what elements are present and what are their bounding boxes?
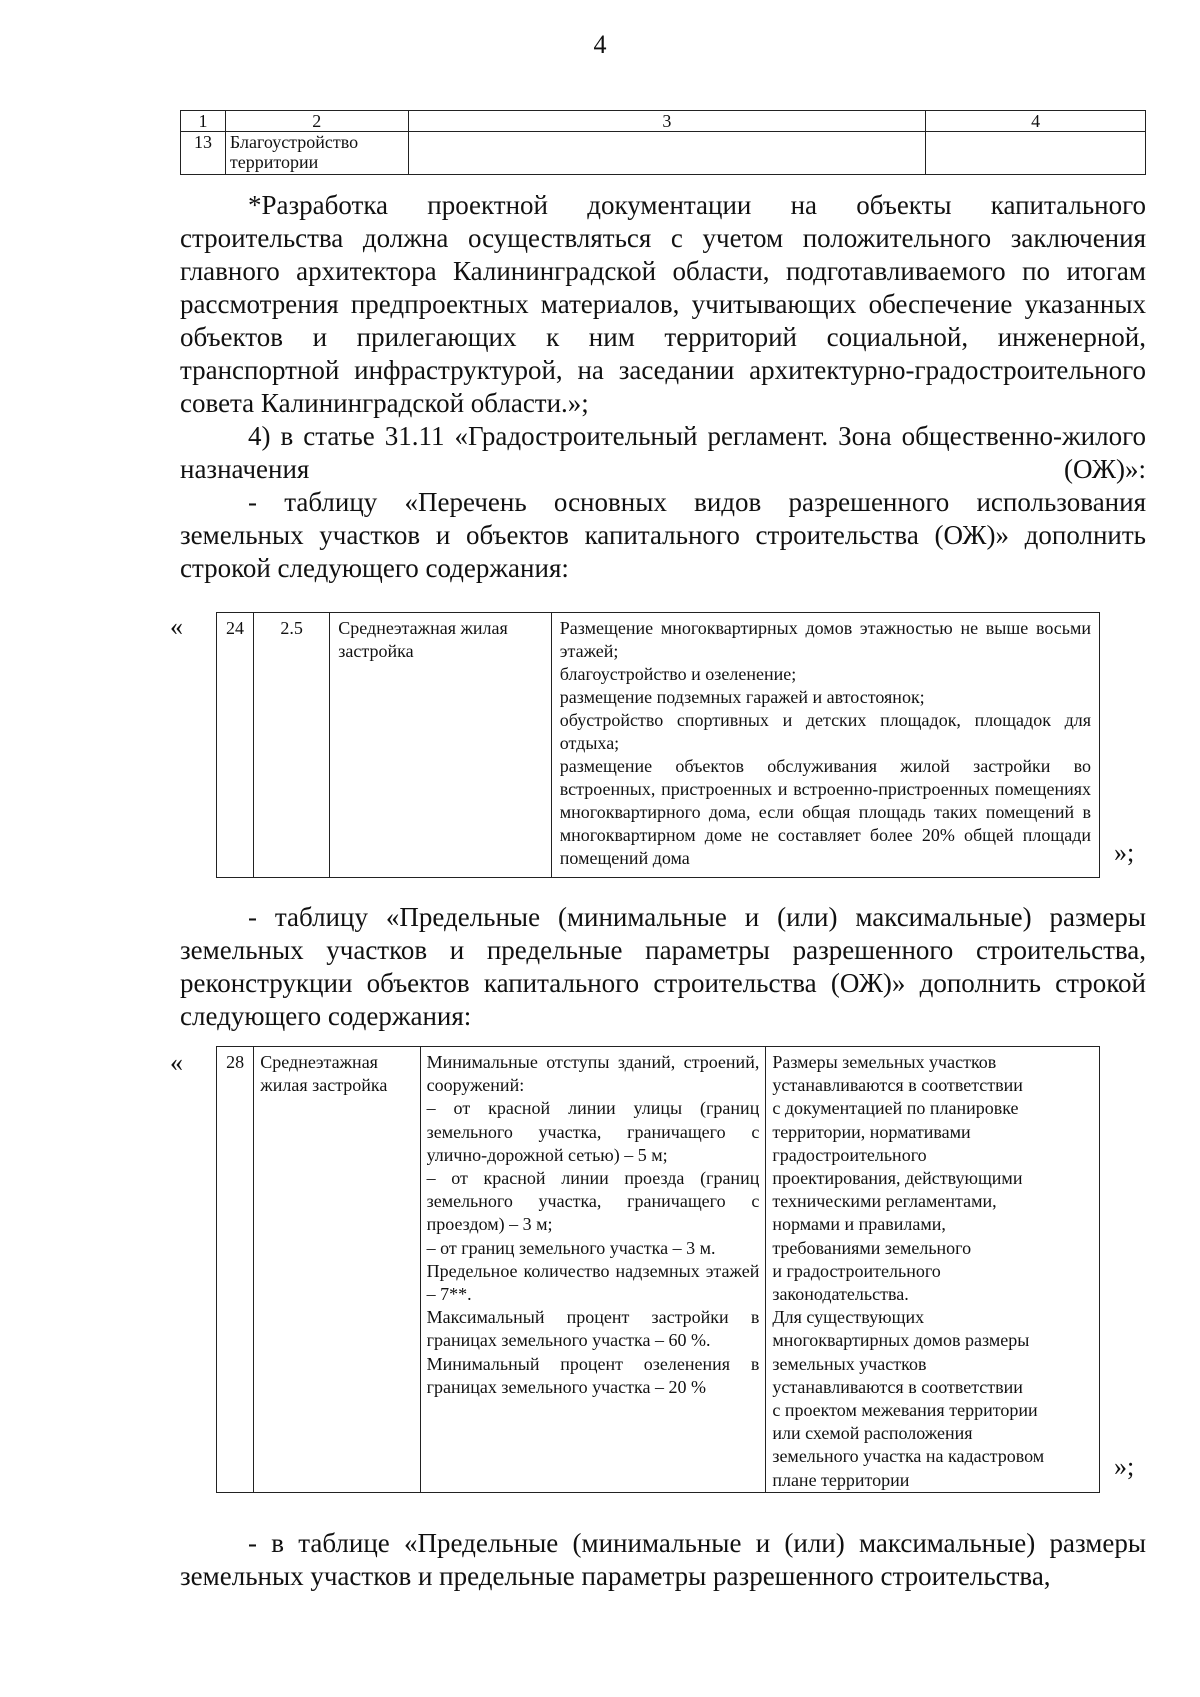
- paragraph-table-intro-1: - таблицу «Перечень основных видов разрешенного использования земельных участков и объектов капитального строительства (ОЖ)» дополнить строкой следующего содержания:: [180, 487, 1146, 583]
- sizes-line: многоквартирных домов размеры: [772, 1330, 1030, 1351]
- paragraph-table-intro-3: - в таблице «Предельные (минимальные и (или) максимальные) размеры земельных участков и предельные параметры разрешенного строительства,: [180, 1528, 1146, 1591]
- close-quote: »;: [1114, 1452, 1135, 1481]
- parameter-line: Минимальные отступы зданий, строений, сооружений:: [426, 1052, 760, 1096]
- parameter-line: Минимальный процент озеленения в границах земельного участка – 20 %: [426, 1353, 760, 1397]
- header-cell: 4: [926, 111, 1146, 132]
- description-line: обустройство спортивных и детских площадок, площадок для отдыха;: [559, 710, 1091, 753]
- table-header-row: [181, 111, 1146, 132]
- parameter-line: – от границ земельного участка – 3 м.: [426, 1237, 716, 1258]
- uses-table: [216, 612, 1100, 878]
- sizes-line: устанавливаются в соответствии: [772, 1075, 1023, 1096]
- description-line: размещение объектов обслуживания жилой застройки во встроенных, пристроенных и встроенно-пристроенных помещениях многоквартирного дома, если общая площадь таких помещений в многоквартирном доме не составляет более 20% общей площади помещений дома: [559, 756, 1091, 868]
- parameters-table: [216, 1046, 1100, 1493]
- sizes-line: земельных участков: [772, 1353, 927, 1374]
- sizes-line: земельного участка на кадастровом: [772, 1446, 1045, 1467]
- parameter-line: Предельное количество надземных этажей – 7**.: [426, 1260, 760, 1305]
- parameter-line: Максимальный процент застройки в границах земельного участка – 60 %.: [426, 1307, 760, 1351]
- row-name: Благоустройство территории: [225, 132, 408, 175]
- page-number: 4: [593, 30, 607, 59]
- sizes-line: нормами и правилами,: [772, 1214, 946, 1235]
- sizes-line: и градостроительного: [772, 1260, 941, 1281]
- row-parameters: [420, 1047, 766, 1493]
- sizes-line: градостроительного: [772, 1144, 927, 1165]
- sizes-line: Для существующих: [772, 1307, 925, 1328]
- sizes-line: с документацией по планировке: [772, 1098, 1019, 1119]
- sizes-line: территории, нормативами: [772, 1121, 971, 1142]
- sizes-line: проектирования, действующими: [772, 1168, 1023, 1189]
- table-row: [217, 613, 1100, 878]
- top-table: [180, 110, 1146, 175]
- close-quote: »;: [1114, 838, 1135, 867]
- sizes-line: техническими регламентами,: [772, 1191, 997, 1212]
- paragraph-article: 4) в статье 31.11 «Градостроительный регламент. Зона общественно-жилого назначения (ОЖ)»:: [180, 421, 1146, 484]
- row-number: 24: [217, 613, 254, 878]
- header-cell: 2: [225, 111, 408, 132]
- row-code: 2.5: [253, 613, 329, 878]
- row-description: [551, 613, 1099, 878]
- sizes-line: с проектом межевания территории: [772, 1400, 1038, 1421]
- paragraph-table-intro-2: - таблицу «Предельные (минимальные и (или) максимальные) размеры земельных участков и предельные параметры разрешенного строительства, реконструкции объектов капитального строительства (ОЖ)» дополнить строкой следующего содержания:: [180, 902, 1146, 1031]
- open-quote: «: [170, 1048, 183, 1077]
- row-cell: [408, 132, 926, 175]
- description-line: благоустройство и озеленение;: [559, 664, 797, 684]
- description-line: размещение подземных гаражей и автостоянок;: [559, 687, 925, 707]
- header-cell: 3: [408, 111, 926, 132]
- sizes-line: требованиями земельного: [772, 1237, 972, 1258]
- sizes-line: или схемой расположения: [772, 1423, 973, 1444]
- paragraph-footnote: *Разработка проектной документации на объекты капитального строительства должна осуществляться с учетом положительного заключения главного архитектора Калининградской области, подготавливаемого по итогам рассмотрения предпроектных материалов, учитывающих обеспечение указанных объектов и прилегающих к ним территорий социальной, инженерной, транспортной инфраструктурой, на заседании архитектурно-градостроительного совета Калининградской области.»;: [180, 190, 1146, 418]
- table-row: [181, 132, 1146, 175]
- parameter-line: – от красной линии улицы (границ земельного участка, граничащего с улично-дорожной сетью) – 5 м;: [426, 1098, 760, 1165]
- sizes-line: законодательства.: [772, 1284, 909, 1305]
- header-cell: 1: [181, 111, 226, 132]
- row-sizes: [766, 1047, 1100, 1493]
- table-row: [217, 1047, 1100, 1493]
- description-line: Размещение многоквартирных домов этажностью не выше восьми этажей;: [559, 618, 1091, 661]
- row-number: 13: [181, 132, 226, 175]
- parameter-line: – от красной линии проезда (границ земельного участка, граничащего с проездом) – 3 м;: [426, 1168, 760, 1235]
- row-cell: [926, 132, 1146, 175]
- row-number: 28: [217, 1047, 254, 1493]
- sizes-line: устанавливаются в соответствии: [772, 1376, 1023, 1397]
- row-name: Среднеэтажная жилая застройка: [254, 1047, 420, 1493]
- row-name: Среднеэтажная жилая застройка: [330, 613, 551, 878]
- open-quote: «: [170, 612, 183, 641]
- sizes-line: Размеры земельных участков: [772, 1052, 997, 1072]
- sizes-line: плане территории: [772, 1469, 910, 1490]
